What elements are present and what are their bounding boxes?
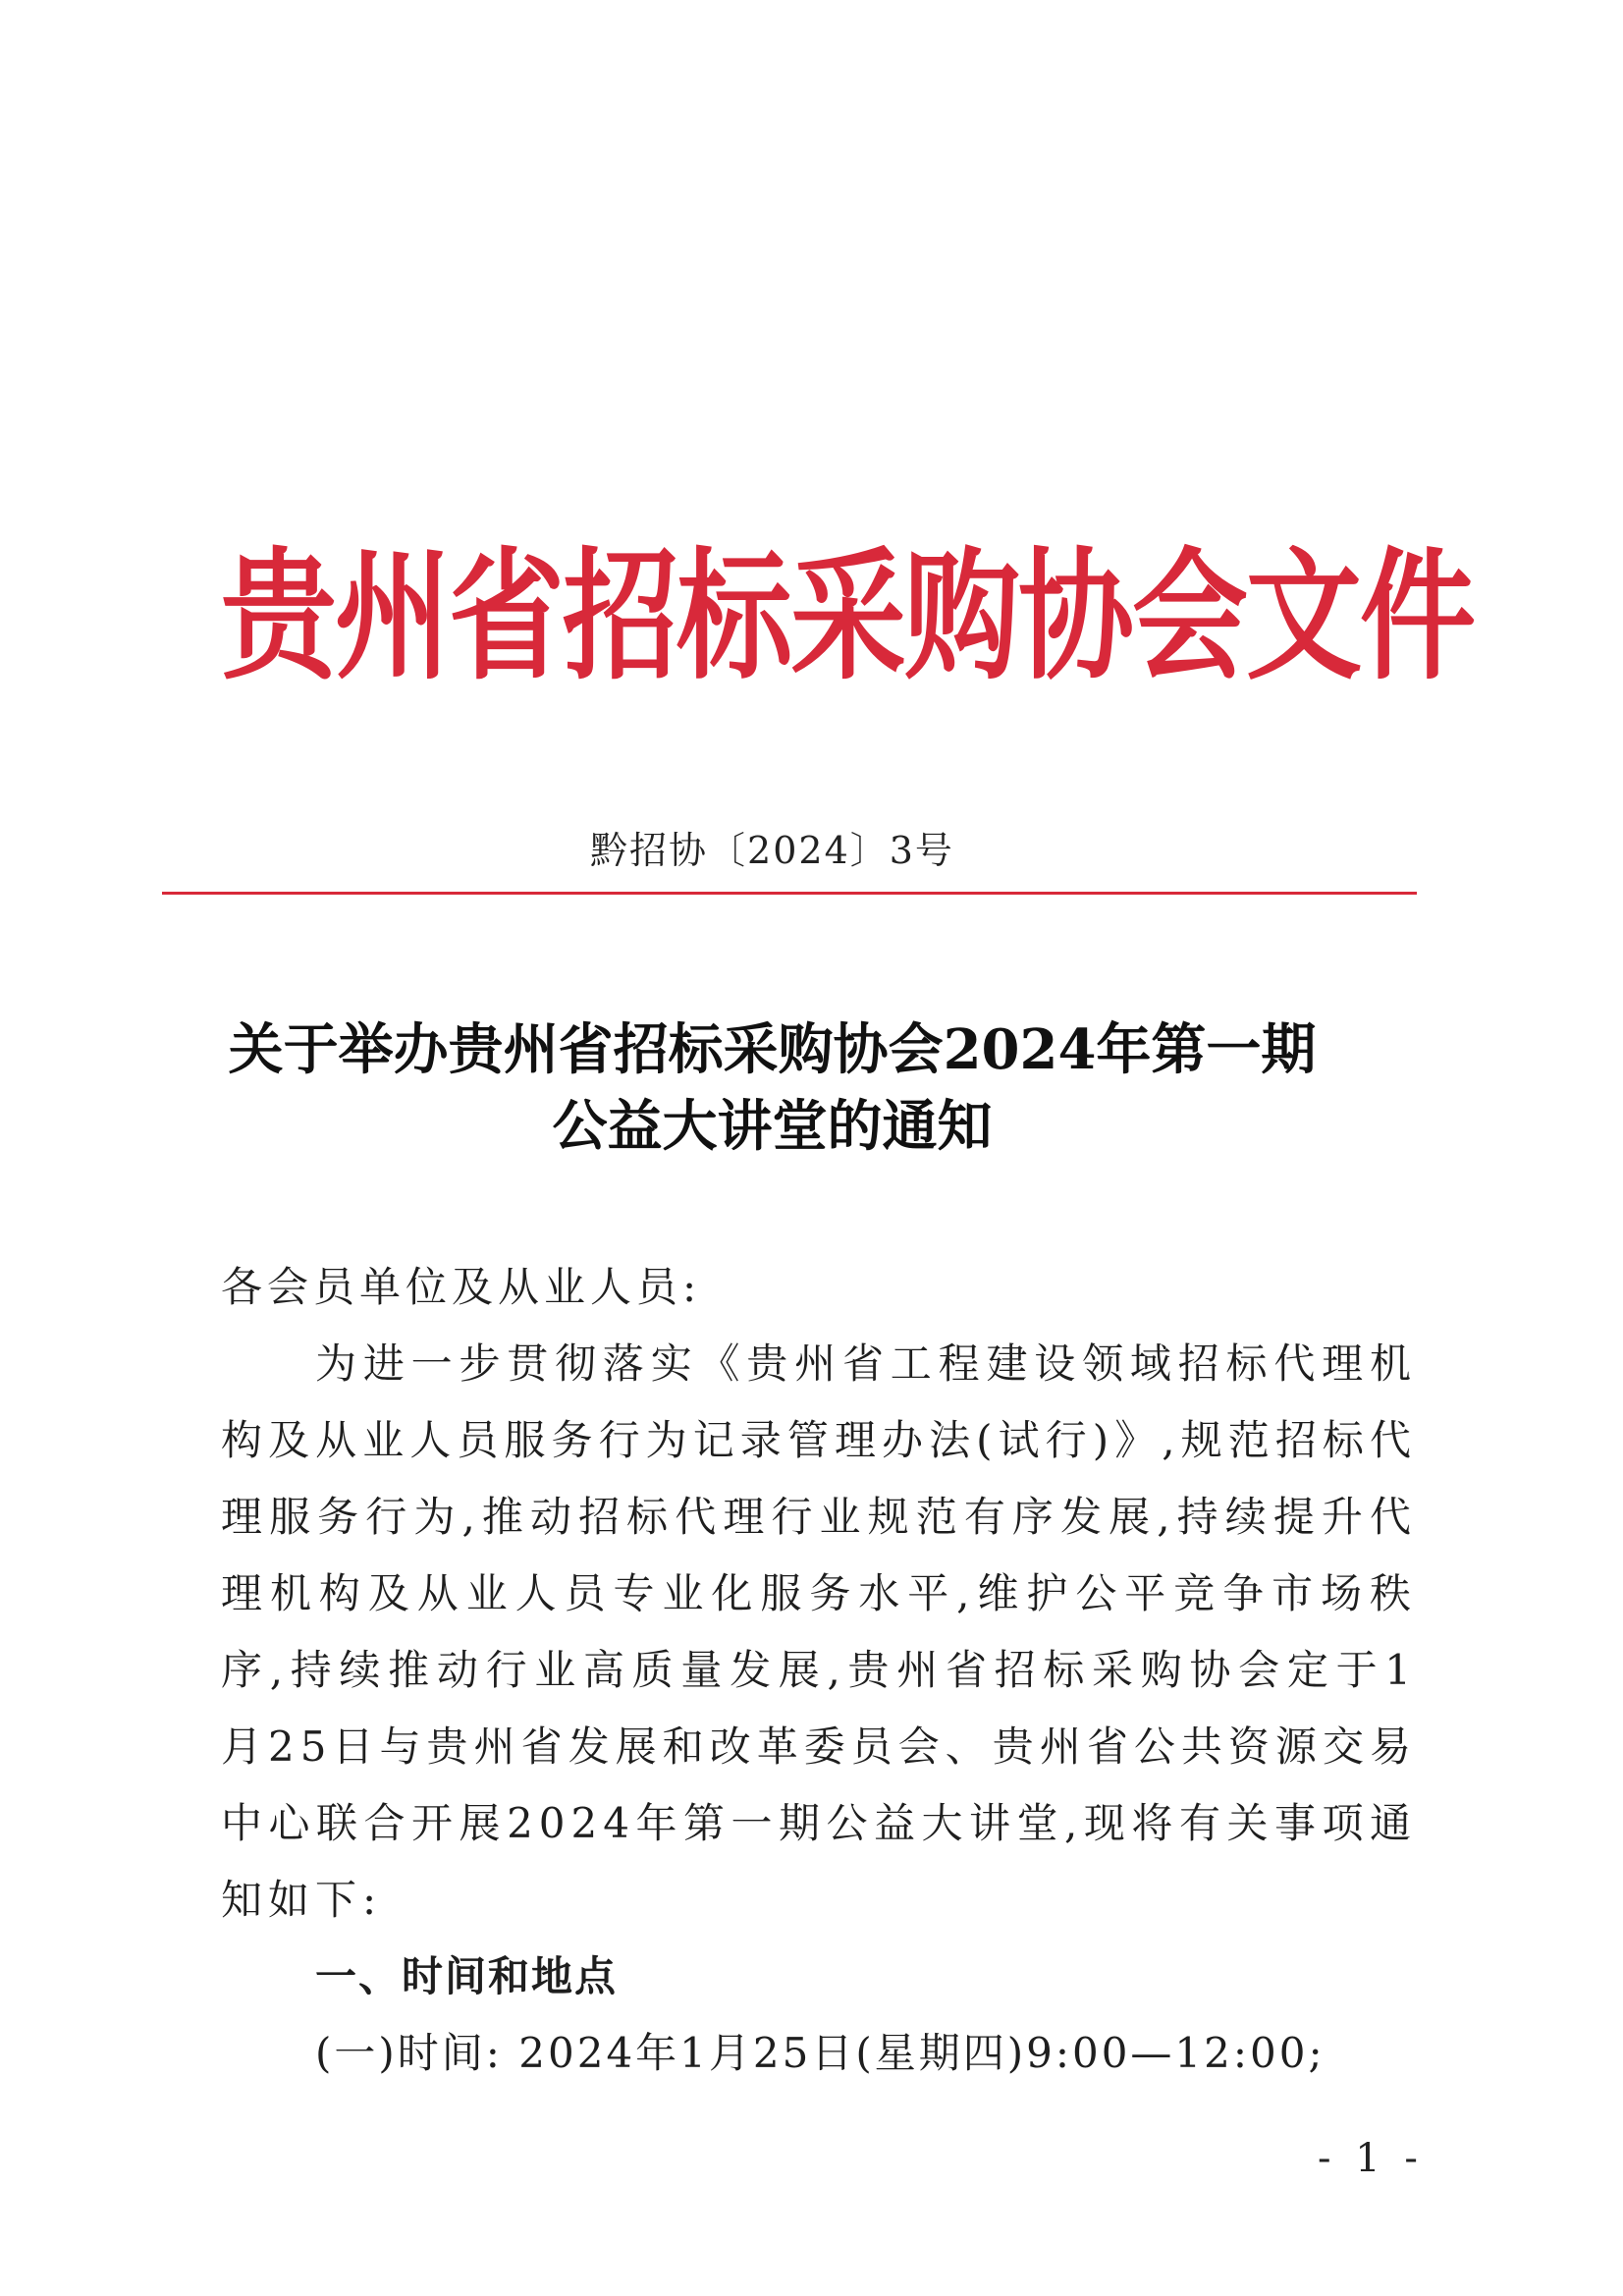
page-number: - 1 - bbox=[1318, 2136, 1424, 2181]
notice-body bbox=[221, 1249, 1417, 2092]
section-heading-time-and-place: 一、时间和地点 bbox=[315, 1952, 619, 2000]
document-number-row bbox=[0, 823, 1623, 878]
body-paragraph: 为进一步贯彻落实《贵州省工程建设领域招标代理机构及从业人员服务行为记录管理办法(试行)》,规范招标代理服务行为,推动招标代理行业规范有序发展,持续提升代理机构及从业人员专业化服务水平,维护公平竞争市场秩序,持续推动行业高质量发展,贵州省招标采购协会定于1月25日与贵州省发展和改革委员会、贵州省公共资源交易中心联合开展2024年第一期公益大讲堂,现将有关事项通知如下: bbox=[221, 1339, 1417, 1924]
notice-title bbox=[0, 1011, 1623, 1165]
notice-title-line-1: 关于举办贵州省招标采购协会2024年第一期 bbox=[228, 1017, 1317, 1082]
notice-title-line-2: 公益大讲堂的通知 bbox=[552, 1094, 993, 1159]
section-item-time: (一)时间: 2024年1月25日(星期四)9:00—12:00; bbox=[315, 2029, 1325, 2077]
issuer-header-title: 贵州省招标采购协会文件 bbox=[221, 533, 1475, 699]
red-separator-line bbox=[162, 892, 1417, 895]
document-number: 黔招协〔2024〕3号 bbox=[590, 829, 954, 872]
salutation: 各会员单位及从业人员: bbox=[221, 1263, 702, 1311]
